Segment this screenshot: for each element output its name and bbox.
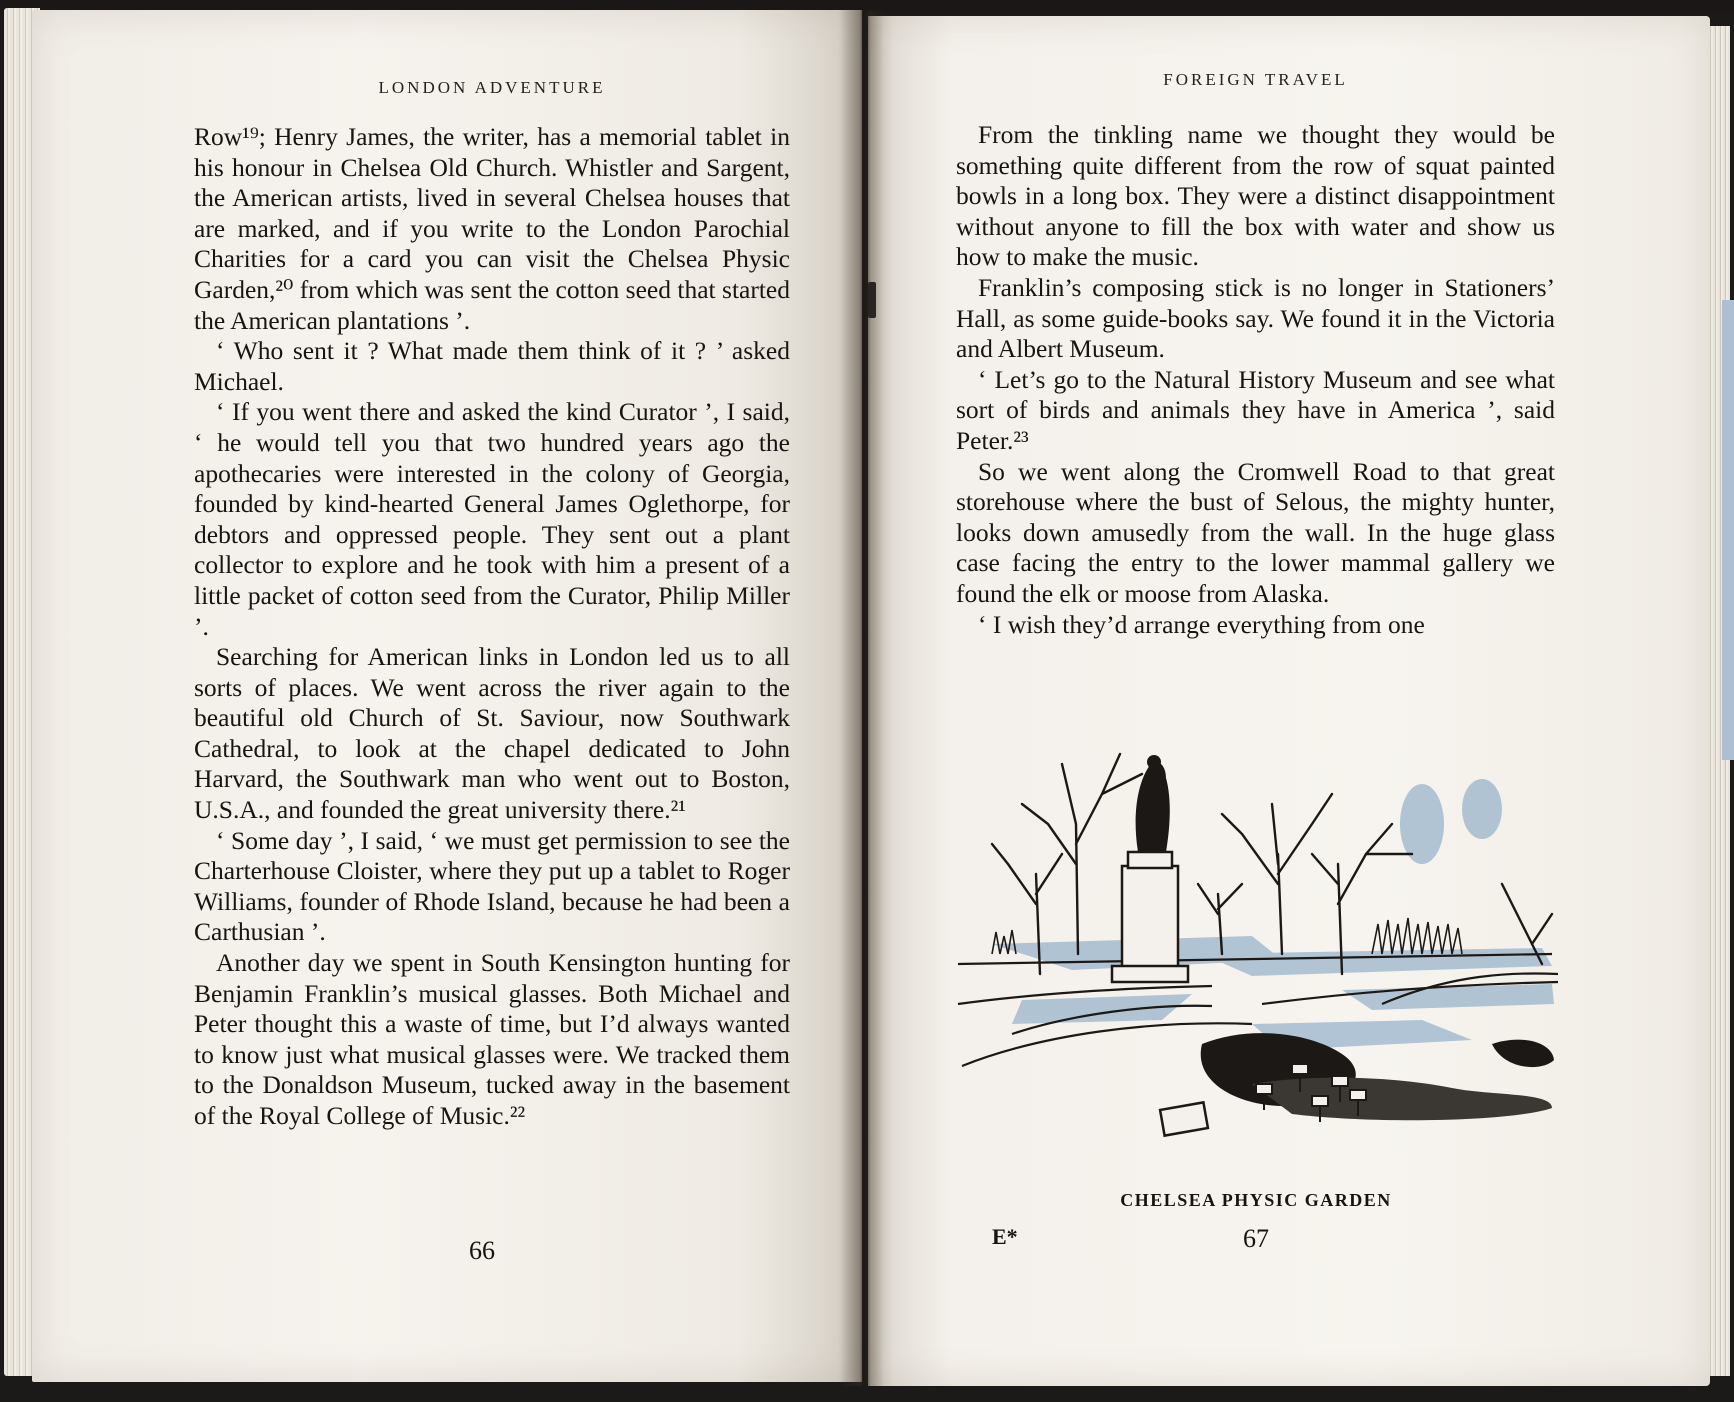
running-head-right: FOREIGN TRAVEL	[1163, 70, 1348, 89]
page-tab-mark	[868, 282, 876, 318]
page-number-right: 67	[1243, 1224, 1269, 1253]
right-page-text	[956, 70, 1555, 640]
paragraph: ‘ Who sent it ? What made them think of it ? ’ asked Michael.	[194, 336, 790, 396]
paragraph: ‘ Let’s go to the Natural History Museum and see what sort of birds and animals they have in America ’, said Peter.²³	[956, 364, 1555, 455]
paragraph: Franklin’s composing stick is no longer in Stationers’ Hall, as some guide-books say. We found it in the Victoria and Albert Museum.	[956, 272, 1555, 364]
illustration-caption: CHELSEA PHYSIC GARDEN	[1120, 1190, 1392, 1210]
book-gutter	[840, 10, 884, 1386]
paragraph: ‘ I wish they’d arrange everything from one	[978, 609, 1425, 639]
garden-illustration	[952, 704, 1564, 1184]
page-number-left: 66	[469, 1236, 495, 1265]
paragraph: Searching for American links in London led us to all sorts of places. We went across the river again to the beautiful old Church of St. Saviour, now Southwark Cathedral, to look at the chapel dedicated to John Harvard, the Southwark man who went out to Boston, U.S.A., and founded the great university there.²¹	[194, 642, 790, 825]
paragraph: From the tinkling name we thought they would be something quite different from the row of squat painted bowls in a long box. They were a distinct disappointment without anyone to fill the box with water and show us how to make the music.	[956, 120, 1555, 272]
paragraph: ‘ Some day ’, I said, ‘ we must get permission to see the Charterhouse Cloister, where they put up a tablet to Roger Williams, founder of Rhode Island, because he had been a Carthusian ’.	[194, 825, 790, 947]
bare-trees	[992, 754, 1552, 974]
paragraph: ‘ If you went there and asked the kind Curator ’, I said, ‘ he would tell you that two hundred years ago the apothecaries were interested in the colony of Georgia, founded by kind-hearted General James Oglethorpe, for debtors and oppressed people. They sent out a plant collector to explore and he took with him a present of a little packet of cotton seed from the Curator, Philip Miller ’.	[194, 397, 790, 641]
rock-garden	[1160, 1033, 1554, 1136]
left-page-text	[194, 78, 790, 1132]
signature-mark: E*	[992, 1224, 1018, 1249]
bookmark-edge	[1722, 300, 1734, 760]
paragraph: Row¹⁹; Henry James, the writer, has a memorial tablet in his honour in Chelsea Old Church. Whistler and Sargent, the American artists, lived in several Chelsea houses that are marked, and if you write to the London Parochial Charities for a card you can visit the Chelsea Physic Garden,²⁰ from which was sent the cotton seed that started the American plantations ’.	[194, 122, 790, 335]
statue	[1112, 755, 1188, 982]
paragraph: So we went along the Cromwell Road to that great storehouse where the bust of Selous, the mighty hunter, looks down amusedly from the wall. In the huge glass case facing the entry to the lower mammal gallery we found the elk or moose from Alaska.	[956, 456, 1555, 608]
paragraph: Another day we spent in South Kensington hunting for Benjamin Franklin’s musical glasses. Both Michael and Peter thought this a waste of time, but I’d always wanted to know just what musical glasses were. We tracked them to the Donaldson Museum, tucked away in the basement of the Royal College of Music.²²	[194, 948, 790, 1130]
running-head-left: LONDON ADVENTURE	[378, 78, 606, 97]
